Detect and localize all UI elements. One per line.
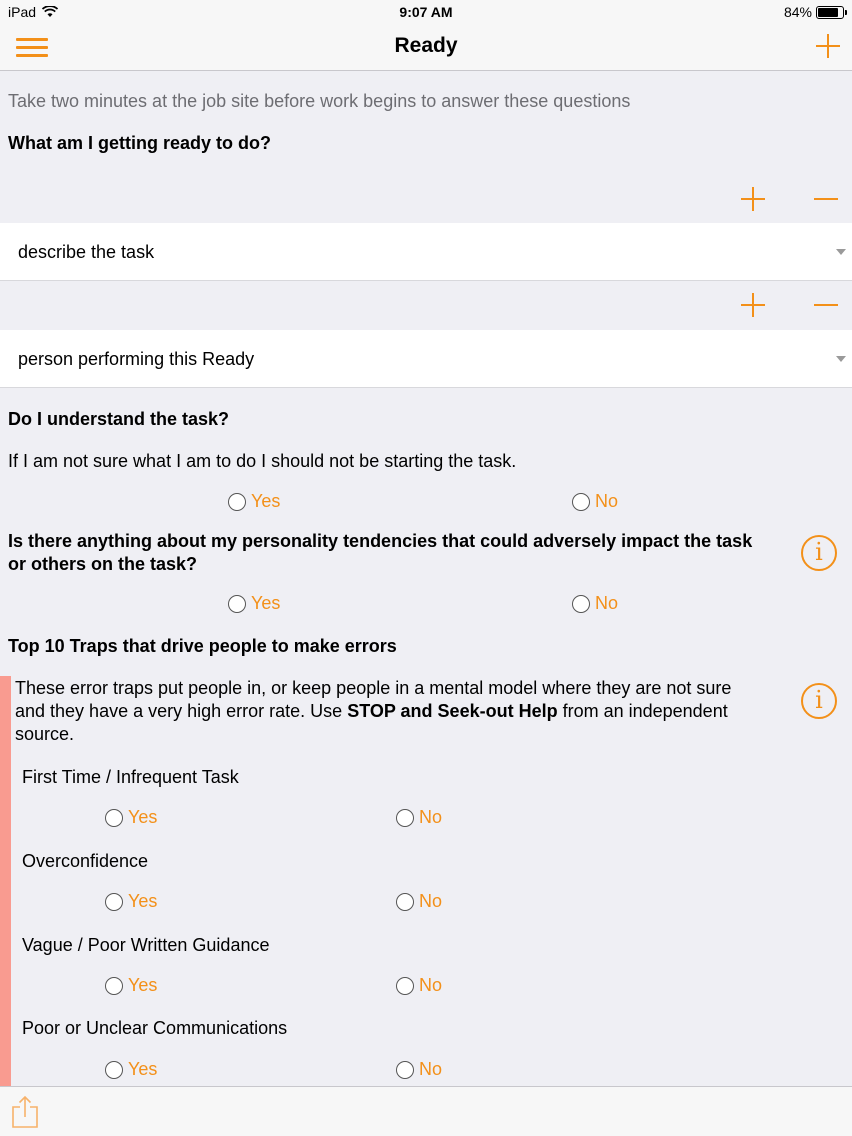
- form-content[interactable]: [0, 72, 852, 1086]
- traps-info-icon[interactable]: i: [801, 683, 837, 719]
- intro-text: Take two minutes at the job site before work begins to answer these questions: [8, 91, 631, 111]
- radio-circle: [572, 595, 590, 613]
- personality-info-icon[interactable]: i: [801, 535, 837, 571]
- share-icon[interactable]: [11, 1095, 39, 1129]
- traps-title: Top 10 Traps that drive people to make errors: [8, 636, 397, 656]
- trap-item-label: Overconfidence: [22, 851, 149, 871]
- task-select[interactable]: [0, 223, 852, 281]
- remove-task-button[interactable]: [814, 187, 838, 211]
- understand-task-subtitle: If I am not sure what I am to do I should not be starting the task.: [8, 451, 517, 471]
- chevron-down-icon: [836, 249, 846, 255]
- question-personality: Is there anything about my personality tendencies that could adversely impact the task or others on the task?: [8, 531, 753, 574]
- radio-circle: [396, 1061, 414, 1079]
- add-button[interactable]: [816, 34, 840, 58]
- trap-no-radio[interactable]: No: [396, 975, 442, 996]
- status-bar: [0, 0, 852, 24]
- radio-circle: [228, 595, 246, 613]
- understand-yes-radio[interactable]: Yes: [228, 491, 280, 512]
- battery-icon: [816, 6, 844, 19]
- radio-circle: [105, 893, 123, 911]
- trap-yes-radio[interactable]: Yes: [105, 807, 157, 828]
- radio-circle: [105, 977, 123, 995]
- radio-circle: [572, 493, 590, 511]
- trap-no-radio[interactable]: No: [396, 807, 442, 828]
- trap-yes-radio[interactable]: Yes: [105, 975, 157, 996]
- battery-percent: 84%: [783, 4, 812, 20]
- add-task-button[interactable]: [741, 187, 765, 211]
- trap-yes-radio[interactable]: Yes: [105, 1059, 157, 1080]
- trap-item-label: First Time / Infrequent Task: [22, 767, 239, 787]
- page-title: Ready: [394, 34, 458, 57]
- traps-section-bar: [0, 676, 11, 1086]
- trap-item-label: Vague / Poor Written Guidance: [22, 935, 270, 955]
- bottom-toolbar: [0, 1086, 852, 1136]
- nav-bar: [0, 24, 852, 71]
- radio-circle: [396, 893, 414, 911]
- trap-no-radio[interactable]: No: [396, 891, 442, 912]
- trap-yes-radio[interactable]: Yes: [105, 891, 157, 912]
- trap-item-label: Poor or Unclear Communications: [22, 1018, 288, 1038]
- person-select-value: person performing this Ready: [18, 349, 255, 369]
- trap-no-radio[interactable]: No: [396, 1059, 442, 1080]
- radio-circle: [105, 1061, 123, 1079]
- task-select-value: describe the task: [18, 242, 155, 262]
- question-understand-task: Do I understand the task?: [8, 409, 230, 429]
- person-select[interactable]: [0, 330, 852, 388]
- radio-circle: [396, 977, 414, 995]
- radio-circle: [105, 809, 123, 827]
- chevron-down-icon: [836, 356, 846, 362]
- add-person-button[interactable]: [741, 293, 765, 317]
- status-time: 9:07 AM: [399, 4, 453, 20]
- personality-yes-radio[interactable]: Yes: [228, 593, 280, 614]
- personality-no-radio[interactable]: No: [572, 593, 618, 614]
- remove-person-button[interactable]: [814, 293, 838, 317]
- question-getting-ready: What am I getting ready to do?: [8, 133, 272, 153]
- understand-no-radio[interactable]: No: [572, 491, 618, 512]
- radio-circle: [396, 809, 414, 827]
- device-label: iPad: [8, 4, 37, 20]
- radio-circle: [228, 493, 246, 511]
- traps-description: These error traps put people in, or keep people in a mental model where they are not sure and they have a very high error rate. Use STOP and Seek-out Help from an independent source.: [15, 678, 732, 744]
